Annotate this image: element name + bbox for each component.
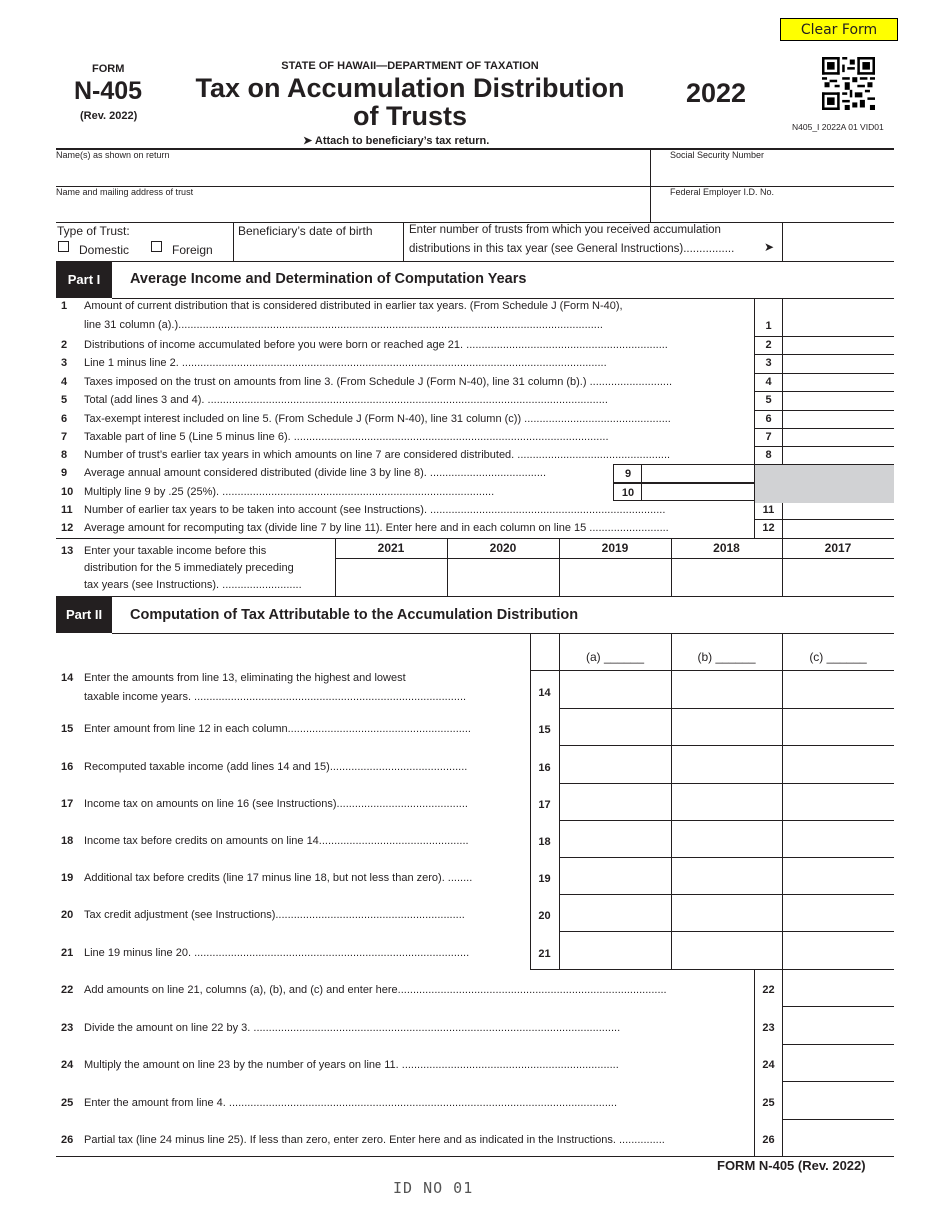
part-1-title: Average Income and Determination of Computation Years (130, 271, 527, 287)
line-22-field[interactable] (783, 970, 894, 1005)
line-20-col-c-field[interactable] (783, 895, 893, 930)
line-1-box-number: 1 (765, 320, 772, 332)
line-11-field[interactable] (783, 502, 894, 519)
column-b-header: (b) ______ (697, 650, 756, 664)
line-18-box-number: 18 (538, 836, 551, 848)
line-17-box-number: 17 (538, 799, 551, 811)
line-2-box-number: 2 (765, 339, 772, 351)
line-6-text: Tax-exempt interest included on line 5. (From Schedule J (Form N-40), line 31 column (c)) ................................................ (84, 413, 671, 425)
year-2019-header: 2019 (601, 541, 629, 555)
divider (754, 969, 755, 1156)
line-1-text-2: line 31 column (a).)........................................................................................................................................... (84, 319, 603, 331)
line-7-field[interactable] (783, 429, 894, 446)
line-14-col-c-field[interactable] (783, 672, 893, 707)
line-25-number: 25 (61, 1096, 74, 1109)
line-21-text: Line 19 minus line 20. .......................................................................................... (84, 947, 470, 959)
line-23-number: 23 (61, 1021, 74, 1034)
line-17-col-c-field[interactable] (783, 784, 893, 819)
line-1-number: 1 (61, 300, 68, 312)
line-11-box-number: 11 (762, 504, 775, 516)
line-22-number: 22 (61, 984, 74, 996)
line-5-number: 5 (61, 394, 68, 406)
part-2-badge: Part II (56, 597, 112, 633)
line-25-box-number: 25 (762, 1096, 775, 1109)
form-id-code: N405_I 2022A 01 VID01 (792, 122, 884, 132)
divider (56, 596, 894, 597)
line-9-box-number: 9 (624, 468, 632, 480)
line-14-text: Enter the amounts from line 13, eliminating the highest and lowest (84, 672, 406, 684)
divider (233, 222, 234, 261)
line-14-box-number: 14 (538, 687, 551, 699)
line-20-text: Tax credit adjustment (see Instructions).............................................................. (84, 909, 465, 921)
dob-field[interactable] (236, 239, 401, 260)
arrow-right-icon: ➤ (303, 135, 315, 147)
line-19-col-c-field[interactable] (783, 858, 893, 893)
trust-name-label: Name and mailing address of trust (56, 187, 194, 197)
dob-label: Beneficiary’s date of birth (238, 224, 373, 238)
line-3-number: 3 (61, 357, 68, 369)
divider (650, 148, 651, 222)
line-23-field[interactable] (783, 1008, 894, 1043)
divider (403, 222, 404, 261)
form-label: FORM (92, 63, 125, 75)
line-16-col-c-field[interactable] (783, 747, 893, 782)
line-13-text-1: Enter your taxable income before this (84, 545, 267, 557)
line-18-col-c-field[interactable] (783, 821, 893, 856)
line-26-field[interactable] (783, 1120, 894, 1155)
arrow-right-icon: ➤ (764, 240, 775, 254)
line-26-text: Partial tax (line 24 minus line 25). If less than zero, enter zero. Enter here and as indicated in the Instructions. ............... (84, 1134, 665, 1146)
line-20-col-a-field[interactable] (560, 895, 670, 930)
line-24-number: 24 (61, 1059, 74, 1071)
divider (530, 670, 894, 671)
line-23-box-number: 23 (762, 1021, 775, 1034)
column-a-header: (a) ______ (585, 650, 645, 664)
line-3-text: Line 1 minus line 2. ........................................................................................................................................... (84, 357, 607, 369)
line-9-text: Average annual amount considered distributed (divide line 3 by line 8). ...................................... (84, 467, 547, 479)
line-18-text: Income tax before credits on amounts on line 14................................................. (84, 835, 469, 847)
shaded-area (755, 465, 894, 503)
line-24-box-number: 24 (762, 1059, 775, 1071)
line-8-box-number: 8 (765, 449, 772, 461)
column-c-header: (c) ______ (809, 650, 867, 664)
line-4-text: Taxes imposed on the trust on amounts from line 3. (From Schedule J (Form N-40), line 31 column (b).) ........................... (84, 376, 673, 388)
line-15-number: 15 (61, 723, 74, 735)
line-10-text: Multiply line 9 by .25 (25%). ......................................................................................... (84, 486, 495, 498)
line-21-col-a-field[interactable] (560, 933, 670, 968)
line-5-field[interactable] (783, 392, 894, 410)
line-19-col-b-field[interactable] (672, 858, 782, 893)
line-10-number: 10 (61, 486, 74, 498)
line-17-col-a-field[interactable] (560, 784, 670, 819)
line-8-number: 8 (61, 449, 68, 461)
fein-field[interactable] (652, 198, 894, 221)
line-20-number: 20 (61, 909, 74, 921)
line-15-box-number: 15 (538, 724, 551, 736)
line-4-field[interactable] (783, 374, 894, 391)
footer-rule (56, 1156, 894, 1157)
line-20-box-number: 20 (538, 910, 551, 922)
year-2021-header: 2021 (377, 541, 405, 555)
year-2020-header: 2020 (489, 541, 517, 555)
line-19-col-a-field[interactable] (560, 858, 670, 893)
line-13-text-2: distribution for the 5 immediately preceding (84, 562, 294, 574)
ssn-field[interactable] (652, 161, 894, 185)
line-13-2019-field[interactable] (560, 559, 670, 595)
line-22-text: Add amounts on line 21, columns (a), (b), and (c) and enter here........................................................................................ (84, 984, 667, 996)
footer-form-revision: FORM N-405 (Rev. 2022) (717, 1158, 866, 1173)
line-16-col-a-field[interactable] (560, 747, 670, 782)
line-26-number: 26 (61, 1134, 74, 1146)
line-22-box-number: 22 (762, 984, 775, 996)
line-4-box-number: 4 (765, 376, 772, 388)
line-21-col-b-field[interactable] (672, 933, 782, 968)
form-number: N-405 (74, 77, 143, 105)
clear-form-button[interactable]: Clear Form (780, 18, 898, 41)
line-12-field[interactable] (783, 520, 894, 538)
line-10-field[interactable] (613, 483, 754, 501)
ssn-label: Social Security Number (670, 150, 765, 160)
part-1-badge: Part I (56, 262, 112, 298)
name-field[interactable] (56, 161, 648, 185)
line-6-number: 6 (61, 413, 68, 425)
id-number: ID NO 01 (393, 1179, 474, 1197)
line-18-col-a-field[interactable] (560, 821, 670, 856)
line-2-text: Distributions of income accumulated before you were born or reached age 21. .................................................................. (84, 339, 668, 351)
title-line-2: of Trusts (352, 101, 467, 131)
line-17-col-b-field[interactable] (672, 784, 782, 819)
num-trusts-label-2: distributions in this tax year (see General Instructions)................ (409, 243, 735, 255)
divider (112, 633, 894, 634)
line-5-box-number: 5 (765, 394, 772, 406)
line-17-text: Income tax on amounts on line 16 (see Instructions)........................................... (84, 798, 468, 810)
header-rule (56, 148, 894, 150)
divider (782, 222, 783, 261)
line-16-text: Recomputed taxable income (add lines 14 and 15)............................................. (84, 761, 468, 773)
tax-year: 2022 (686, 78, 747, 108)
num-trusts-label-1: Enter number of trusts from which you received accumulation (409, 224, 721, 236)
line-25-text: Enter the amount from line 4. ............................................................................................................................... (84, 1096, 618, 1109)
divider (782, 969, 783, 1156)
line-10-box-number: 10 (621, 487, 635, 499)
line-15-text: Enter amount from line 12 in each column............................................................ (84, 723, 471, 735)
line-1-text: Amount of current distribution that is considered distributed in earlier tax years. (From Schedule J (Form N-40), (84, 300, 623, 312)
line-15-col-a-field[interactable] (560, 709, 670, 744)
line-7-box-number: 7 (765, 431, 772, 443)
line-8-field[interactable] (783, 447, 894, 464)
divider (530, 969, 894, 970)
line-20-col-b-field[interactable] (672, 895, 782, 930)
agency-name: STATE OF HAWAII—DEPARTMENT OF TAXATION (281, 60, 539, 72)
line-2-number: 2 (61, 339, 68, 351)
line-3-box-number: 3 (765, 357, 772, 369)
line-6-box-number: 6 (765, 413, 772, 425)
line-9-number: 9 (61, 467, 68, 479)
divider (112, 298, 894, 299)
line-12-number: 12 (61, 522, 74, 534)
line-16-box-number: 16 (538, 762, 551, 774)
form-revision: (Rev. 2022) (80, 110, 138, 122)
line-6-field[interactable] (783, 411, 894, 428)
trust-name-field[interactable] (56, 198, 648, 221)
line-13-2017-field[interactable] (783, 559, 893, 595)
line-21-box-number: 21 (538, 948, 551, 960)
divider (56, 222, 894, 223)
line-24-text: Multiply the amount on line 23 by the number of years on line 11. ....................................................................... (84, 1059, 619, 1071)
line-13-text-3: tax years (see Instructions). .......................... (84, 579, 302, 591)
line-25-field[interactable] (783, 1083, 894, 1118)
line-18-col-b-field[interactable] (672, 821, 782, 856)
line-14-number: 14 (61, 672, 74, 684)
form-title (178, 74, 642, 130)
line-7-number: 7 (61, 431, 68, 443)
line-14-col-a-field[interactable] (560, 672, 670, 707)
line-1-field[interactable] (783, 299, 894, 336)
line-3-field[interactable] (783, 355, 894, 373)
line-13-2021-field[interactable] (336, 559, 446, 595)
divider (56, 261, 894, 262)
divider (641, 483, 642, 501)
line-23-text: Divide the amount on line 22 by 3. ........................................................................................................................ (84, 1021, 621, 1034)
line-14-col-b-field[interactable] (672, 672, 782, 707)
line-19-text: Additional tax before credits (line 17 minus line 18, but not less than zero). ........ (84, 872, 473, 884)
year-2017-header: 2017 (824, 541, 852, 555)
divider (56, 538, 894, 539)
line-9-field[interactable] (613, 464, 754, 483)
line-19-number: 19 (61, 872, 74, 884)
trust-type-label: Type of Trust: (57, 224, 130, 238)
attach-note (303, 134, 489, 147)
foreign-checkbox[interactable] (151, 241, 162, 252)
qr-code-icon (821, 57, 876, 110)
line-24-field[interactable] (783, 1045, 894, 1080)
line-16-col-b-field[interactable] (672, 747, 782, 782)
line-12-box-number: 12 (762, 522, 775, 534)
domestic-checkbox[interactable] (58, 241, 69, 252)
divider (559, 745, 894, 746)
line-26-box-number: 26 (762, 1134, 775, 1146)
line-19-box-number: 19 (538, 873, 551, 885)
line-4-number: 4 (61, 376, 68, 388)
attach-text: Attach to beneficiary’s tax return. (314, 135, 490, 147)
line-14-text-2: taxable income years. ......................................................................................... (84, 691, 467, 703)
line-13-2018-field[interactable] (672, 559, 781, 595)
divider (641, 464, 642, 483)
part-2-title: Computation of Tax Attributable to the Accumulation Distribution (130, 607, 579, 623)
line-8-text: Number of trust’s earlier tax years in which amounts on line 7 are considered distributed. .................................................. (84, 449, 671, 461)
domestic-label: Domestic (79, 243, 130, 257)
line-12-text: Average amount for recomputing tax (divide line 7 by line 11). Enter here and in each column on line 15 .......................... (84, 522, 669, 534)
line-11-text: Number of earlier tax years to be taken into account (see Instructions). ............................................................................. (84, 504, 666, 516)
divider (559, 931, 894, 932)
line-21-col-c-field[interactable] (783, 933, 893, 968)
year-2018-header: 2018 (713, 541, 740, 555)
line-2-field[interactable] (783, 337, 894, 354)
line-18-number: 18 (61, 835, 74, 847)
fein-label: Federal Employer I.D. No. (670, 187, 775, 197)
title-line-1: Tax on Accumulation Distribution (195, 73, 625, 103)
line-7-text: Taxable part of line 5 (Line 5 minus line 6). ....................................................................................................... (84, 431, 609, 443)
line-21-number: 21 (61, 947, 74, 959)
foreign-label: Foreign (172, 243, 213, 257)
line-13-2020-field[interactable] (448, 559, 558, 595)
num-trusts-field[interactable] (784, 224, 894, 260)
line-11-number: 11 (61, 504, 73, 516)
name-label: Name(s) as shown on return (56, 150, 170, 160)
line-5-text: Total (add lines 3 and 4). ................................................................................................................................... (84, 394, 608, 406)
line-17-number: 17 (61, 798, 74, 810)
line-16-number: 16 (61, 761, 74, 773)
line-15-col-b-field[interactable] (672, 709, 782, 744)
line-13-number: 13 (61, 545, 74, 557)
line-15-col-c-field[interactable] (783, 709, 893, 744)
